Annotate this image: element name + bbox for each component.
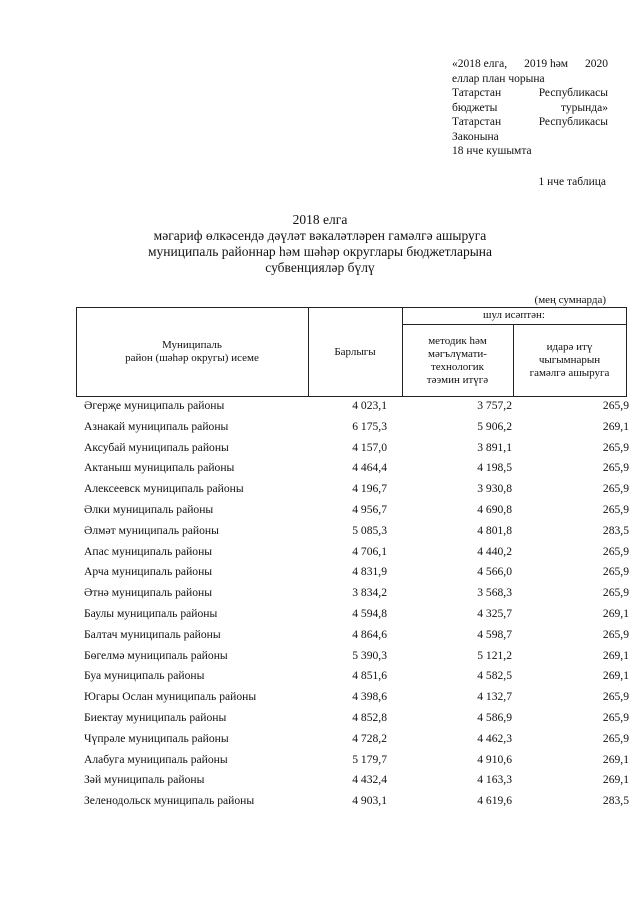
row-district-name: Әгерҗе муниципаль районы	[84, 399, 225, 412]
row-total: 4 432,4	[352, 773, 387, 787]
row-management: 269,1	[602, 419, 629, 433]
title-line: муниципаль районнар һәм шәһәр округлары бюджетларына	[147, 244, 492, 259]
row-methodical: 3 891,1	[477, 440, 512, 454]
row-management: 265,9	[602, 690, 629, 704]
table-number: 1 нче таблица	[538, 176, 606, 188]
row-total: 5 390,3	[352, 648, 387, 662]
row-total: 4 728,2	[352, 731, 387, 745]
row-district-name: Әлмәт муниципаль районы	[84, 523, 219, 537]
table-header	[76, 307, 627, 397]
table-row	[84, 479, 629, 500]
note-line	[452, 115, 608, 130]
table-row	[84, 791, 629, 812]
row-management: 265,9	[602, 586, 629, 600]
table-row	[84, 708, 629, 729]
row-total: 4 196,7	[352, 482, 387, 496]
table-row	[84, 666, 629, 687]
table-row	[84, 729, 629, 750]
table-row	[84, 500, 629, 521]
row-methodical: 4 801,8	[477, 523, 512, 537]
row-methodical: 4 690,8	[477, 502, 512, 516]
note-text: 2019 һәм	[524, 58, 569, 70]
row-district-name: Балтач муниципаль районы	[84, 627, 221, 641]
row-management: 265,9	[602, 627, 629, 641]
row-total: 4 706,1	[352, 544, 387, 558]
column-header-total: Барлыгы	[334, 345, 376, 358]
table-row	[84, 542, 629, 563]
row-district-name: Апас муниципаль районы	[84, 544, 213, 558]
row-methodical: 3 568,3	[477, 586, 512, 600]
note-text: еллар план чорына	[452, 72, 545, 85]
row-total: 4 594,8	[352, 606, 387, 620]
row-district-name: Алабуга муниципаль районы	[84, 752, 228, 766]
row-management: 269,1	[602, 606, 629, 620]
table-body	[84, 396, 629, 812]
row-total: 4 956,7	[352, 502, 387, 516]
row-district-name: Зәй муниципаль районы	[84, 773, 205, 787]
units-label: (мең сумнарда)	[534, 294, 606, 306]
row-total: 4 864,6	[352, 627, 387, 641]
row-total: 3 834,2	[352, 586, 387, 600]
row-methodical: 4 619,6	[477, 794, 512, 808]
row-management: 269,1	[602, 773, 629, 787]
note-line	[452, 57, 608, 72]
row-total: 4 903,1	[352, 794, 387, 808]
row-district-name: Биектау муниципаль районы	[84, 710, 227, 724]
row-district-name: Зеленодольск муниципаль районы	[84, 794, 255, 808]
row-total: 4 398,6	[352, 690, 387, 704]
row-management: 283,5	[602, 794, 629, 808]
row-methodical: 4 586,9	[477, 710, 512, 724]
row-methodical: 3 757,2	[477, 399, 512, 412]
table-row	[84, 750, 629, 771]
table-row	[84, 458, 629, 479]
row-methodical: 3 930,8	[477, 482, 512, 496]
row-methodical: 4 598,7	[477, 627, 512, 641]
row-management: 265,9	[602, 731, 629, 745]
row-district-name: Алексеевск муниципаль районы	[84, 482, 244, 496]
table-row	[84, 770, 629, 791]
note-line	[452, 72, 608, 87]
note-text: 18 нче кушымта	[452, 145, 532, 157]
row-management: 265,9	[602, 710, 629, 724]
row-methodical: 4 566,0	[477, 565, 512, 579]
row-methodical: 4 582,5	[477, 669, 512, 683]
law-reference-note	[452, 57, 608, 159]
row-methodical: 4 132,7	[477, 690, 512, 704]
row-methodical: 4 462,3	[477, 731, 512, 745]
note-line	[452, 130, 608, 145]
note-text: «2018 елга,	[452, 58, 508, 70]
column-header-methodical: методик һәм мәгълүмати- технологик тәэмин итүгә	[426, 334, 489, 386]
row-total: 5 085,3	[352, 523, 387, 537]
row-district-name: Әтнә муниципаль районы	[84, 586, 213, 600]
row-total: 4 464,4	[352, 461, 387, 475]
title-line: субвенцияләр бүлү	[265, 260, 375, 275]
title-line: 2018 елга	[292, 212, 348, 227]
row-total: 4 851,6	[352, 669, 387, 683]
row-management: 269,1	[602, 669, 629, 683]
row-total: 4 157,0	[352, 440, 387, 454]
note-line	[452, 101, 608, 116]
row-methodical: 5 121,2	[477, 648, 512, 662]
row-methodical: 4 325,7	[477, 606, 512, 620]
row-district-name: Арча муниципаль районы	[84, 565, 213, 579]
row-methodical: 4 163,3	[477, 773, 512, 787]
row-district-name: Әлки муниципаль районы	[84, 502, 214, 516]
note-text: Татарстан	[452, 87, 502, 99]
note-line	[452, 86, 608, 101]
note-text: Республикасы	[538, 116, 608, 128]
table-row	[84, 604, 629, 625]
row-district-name: Азнакай муниципаль районы	[84, 419, 229, 433]
table-row	[84, 417, 629, 438]
row-methodical: 4 198,5	[477, 461, 512, 475]
row-management: 265,9	[602, 482, 629, 496]
row-management: 265,9	[602, 461, 629, 475]
row-management: 265,9	[602, 440, 629, 454]
note-line	[452, 144, 608, 159]
row-management: 265,9	[602, 544, 629, 558]
row-total: 4 023,1	[352, 399, 387, 412]
row-district-name: Чүпрәле муниципаль районы	[84, 731, 229, 745]
note-text: Татарстан	[452, 116, 502, 128]
row-total: 6 175,3	[352, 419, 387, 433]
row-methodical: 5 906,2	[477, 419, 512, 433]
table-row	[84, 625, 629, 646]
row-management: 265,9	[602, 565, 629, 579]
note-text: 2020	[585, 58, 608, 70]
note-text: турында»	[561, 101, 608, 114]
row-total: 4 852,8	[352, 710, 387, 724]
column-header-including: шул исәптән:	[483, 309, 545, 321]
column-header-name: Муниципаль район (шәһәр округы) исеме	[125, 339, 259, 364]
row-total: 4 831,9	[352, 565, 387, 579]
row-management: 283,5	[602, 523, 629, 537]
row-methodical: 4 910,6	[477, 752, 512, 766]
table-row	[84, 583, 629, 604]
row-district-name: Бөгелмә муниципаль районы	[84, 648, 228, 662]
table-row	[84, 438, 629, 459]
row-district-name: Баулы муниципаль районы	[84, 606, 218, 620]
row-methodical: 4 440,2	[477, 544, 512, 558]
row-district-name: Актаныш муниципаль районы	[84, 461, 235, 475]
row-district-name: Буа муниципаль районы	[84, 669, 205, 683]
table-row	[84, 687, 629, 708]
note-text: Республикасы	[538, 87, 608, 99]
note-text: бюджеты	[452, 101, 498, 114]
document-title	[120, 212, 520, 276]
column-header-management: идарә итү чыгымнарын гамәлгә ашыруга	[529, 341, 610, 379]
row-management: 269,1	[602, 752, 629, 766]
row-total: 5 179,7	[352, 752, 387, 766]
note-text: Законына	[452, 130, 499, 143]
row-management: 269,1	[602, 648, 629, 662]
row-district-name: Югары Ослан муниципаль районы	[84, 690, 257, 704]
title-line: мәгариф өлкәсендә дәүләт вәкаләтләрен гамәлгә ашыруга	[153, 228, 487, 243]
table-row	[84, 396, 629, 417]
row-management: 265,9	[602, 502, 629, 516]
table-row	[84, 521, 629, 542]
row-district-name: Аксубай муниципаль районы	[84, 440, 229, 454]
table-row	[84, 646, 629, 667]
table-row	[84, 562, 629, 583]
row-management: 265,9	[602, 399, 629, 412]
